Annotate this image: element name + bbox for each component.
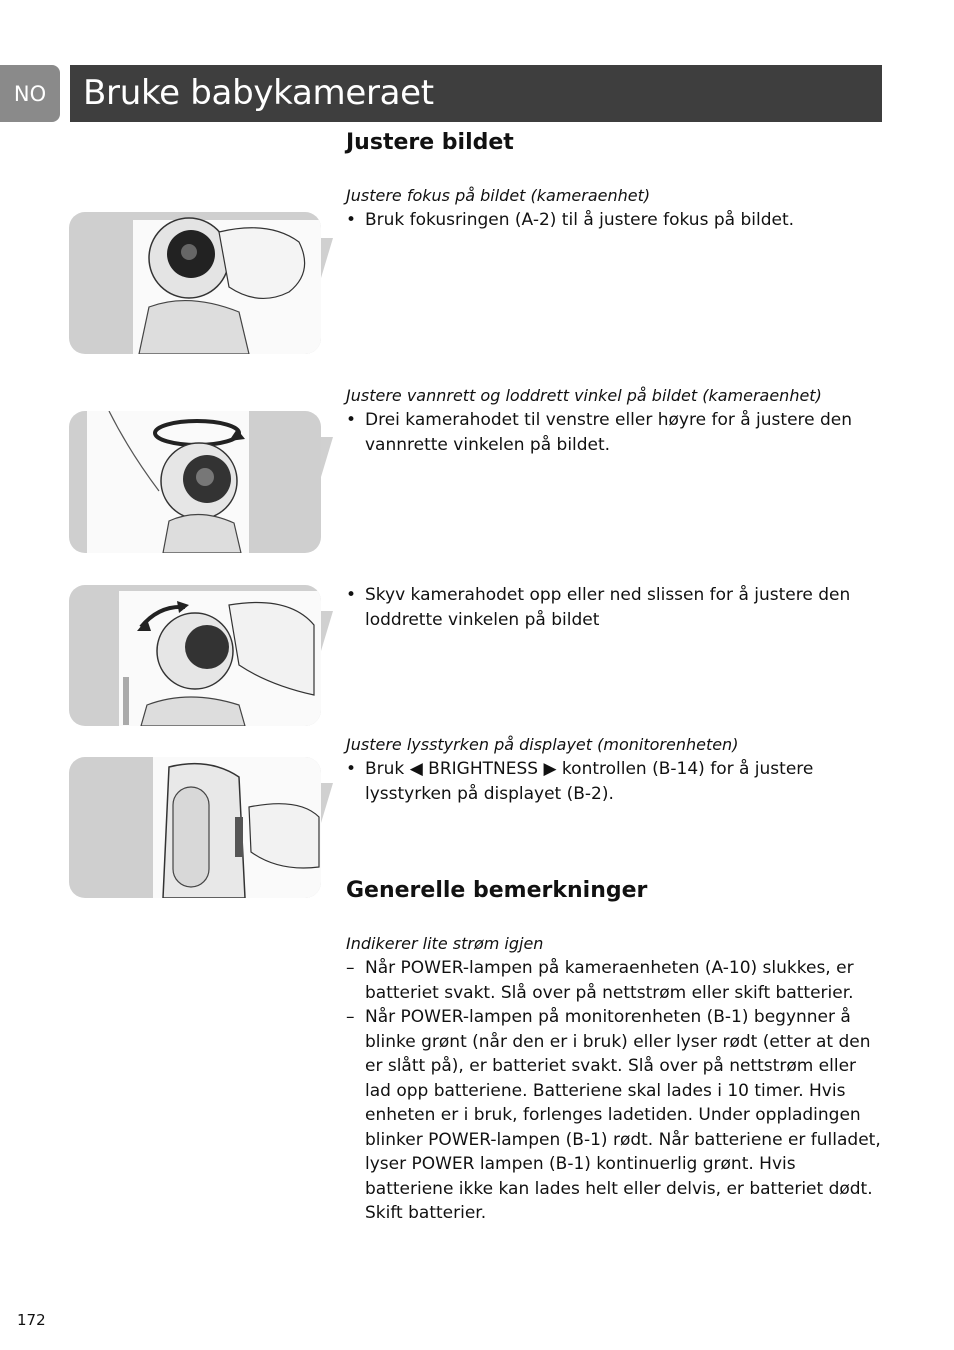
list-item (346, 408, 886, 457)
figure-focus-camera (69, 212, 321, 354)
list-item-text: Bruk (365, 759, 410, 779)
list-item-text: Når POWER-lampen på monitorenheten (B-1) begynner å blinke grønt (når den er i bruk) eller lyser rødt (etter at den er slått på), er batteriet svakt. Slå over på nettstrøm eller lad opp batteriene. Batteriene skal lades i 10 timer. Hvis enheten er i bruk, forlenges ladetiden. Under oppladingen blinker POWER-lampen (B-1) rødt. Når batteriene er fulladet, lyser POWER lampen (B-1) kontinuerlig grønt. Hvis batteriene ikke kan lades helt eller delvis, er batteriet dødt. Skift batterier. (365, 1007, 881, 1223)
block-angle (346, 386, 886, 457)
list-item (346, 757, 886, 806)
list-item-text: Skyv kamerahodet opp eller ned slissen for å justere den loddrette vinkelen på bildet (365, 585, 851, 630)
figure-monitor-brightness (69, 757, 321, 898)
figure-tilt-camera (69, 585, 321, 726)
block-subtitle: Justere vannrett og loddrett vinkel på bildet (kameraenhet) (346, 386, 822, 405)
section-justere-bildet (346, 130, 886, 155)
block-subtitle: Justere fokus på bildet (kameraenhet) (346, 186, 651, 205)
block-low-power (346, 934, 886, 1226)
list-item (346, 956, 886, 1005)
page-number: 172 (17, 1311, 46, 1329)
block-focus (346, 186, 886, 233)
list-item (346, 1005, 886, 1226)
dash-mark: – (346, 958, 355, 978)
monitor-brightness-illustration (69, 757, 321, 898)
list-item-text: kontrollen (B-14) for å justere lysstyrken på displayet (B-2). (365, 759, 814, 804)
rotate-camera-illustration (69, 411, 321, 553)
language-tab: NO (0, 65, 60, 122)
brightness-keyword: BRIGHTNESS (422, 759, 544, 779)
title-bar (70, 65, 882, 122)
section-heading: Generelle bemerkninger (346, 878, 648, 903)
block-brightness (346, 735, 886, 806)
figure-rotate-camera (69, 411, 321, 553)
bullet-mark: • (346, 759, 357, 779)
arrow-right-icon: ▶ (543, 759, 557, 779)
list-item-text: Når POWER-lampen på kameraenheten (A-10) slukkes, er batteriet svakt. Slå over på nettstrøm eller skift batterier. (365, 958, 854, 1003)
bullet-mark: • (346, 410, 357, 430)
list-item (346, 208, 886, 233)
figure-wedge (321, 437, 333, 477)
figure-wedge (321, 238, 333, 278)
block-tilt (346, 583, 886, 632)
bullet-mark: • (346, 585, 357, 605)
figure-wedge (321, 611, 333, 651)
section-heading: Justere bildet (346, 130, 514, 155)
dash-mark: – (346, 1007, 355, 1027)
arrow-left-icon: ◀ (409, 759, 423, 779)
bullet-mark: • (346, 210, 357, 230)
list-item-text: Drei kamerahodet til venstre eller høyre for å justere den vannrette vinkelen på bildet. (365, 410, 853, 455)
page-title: Bruke babykameraet (83, 73, 434, 113)
tilt-camera-illustration (69, 585, 321, 726)
block-subtitle: Indikerer lite strøm igjen (346, 934, 544, 953)
list-item (346, 583, 886, 632)
figure-wedge (321, 783, 333, 823)
section-generelle-bemerkninger (346, 878, 886, 903)
focus-camera-illustration (69, 212, 321, 354)
list-item-text: Bruk fokusringen (A-2) til å justere fokus på bildet. (365, 210, 795, 230)
block-subtitle: Justere lysstyrken på displayet (monitorenheten) (346, 735, 739, 754)
